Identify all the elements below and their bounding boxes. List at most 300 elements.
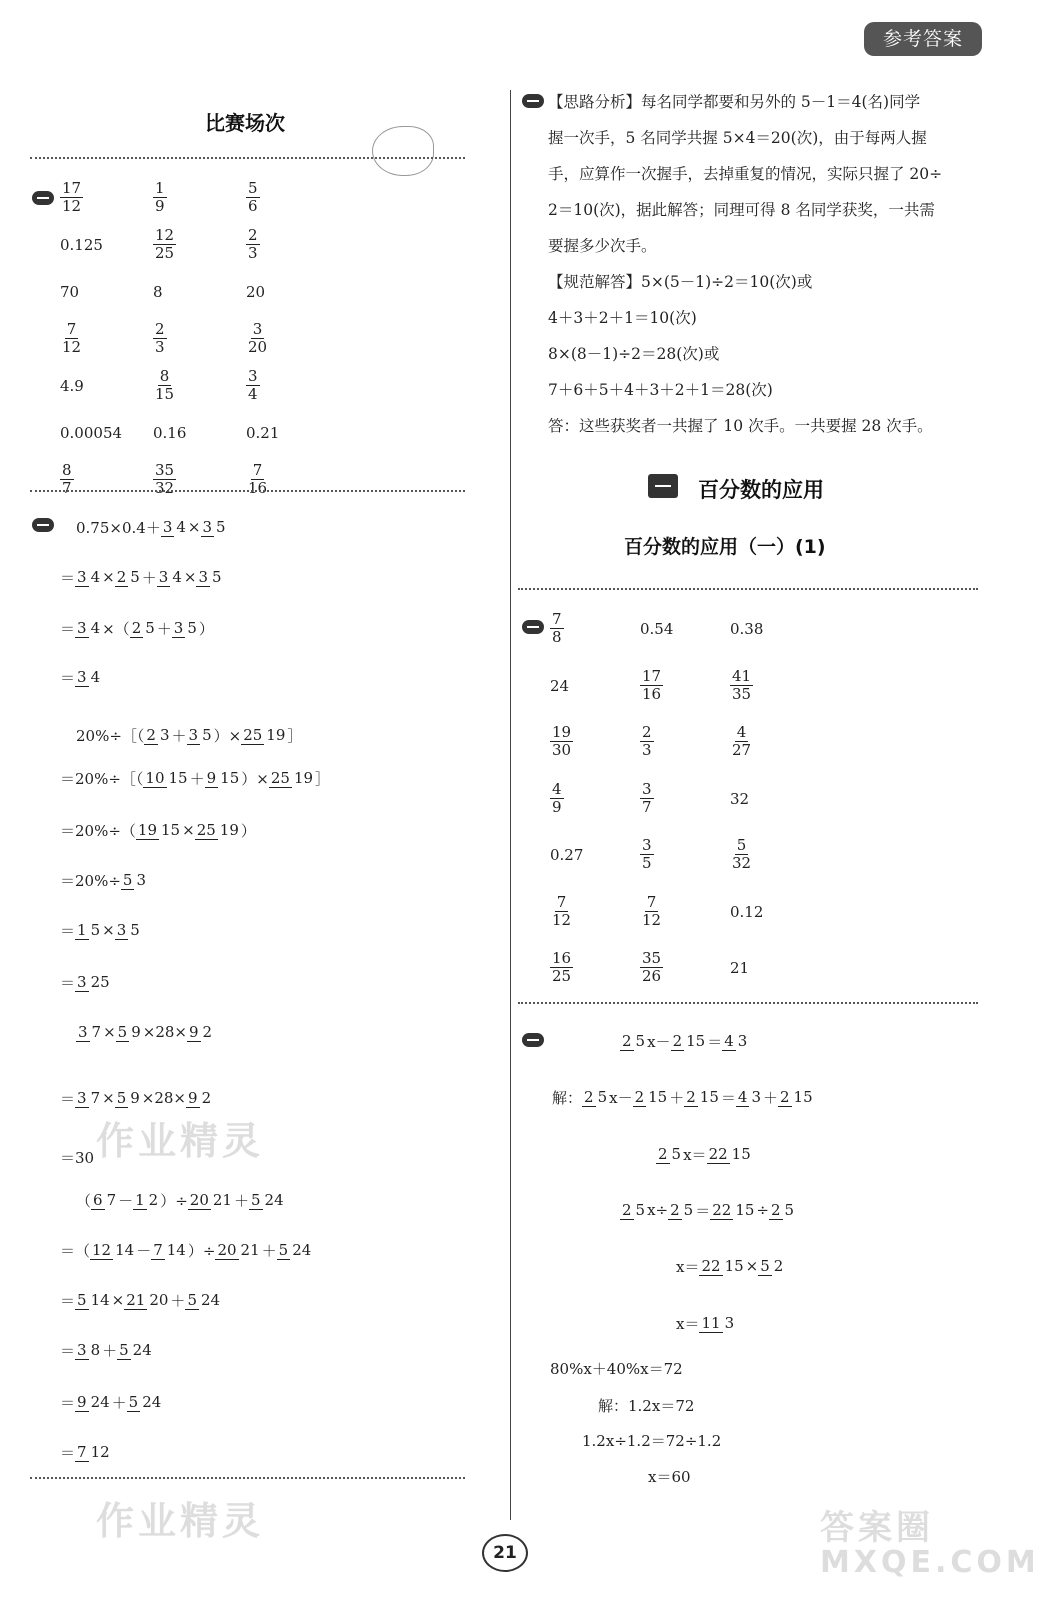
solution-step <box>60 963 112 1001</box>
math-text: ］ <box>315 769 331 788</box>
numerator: 2 <box>622 1031 632 1050</box>
solution-step <box>60 609 214 647</box>
solution-step <box>620 1022 749 1060</box>
fraction <box>188 1192 234 1209</box>
analysis-line: 【思路分析】每名同学都要和另外的 5－1＝4(名)同学 <box>548 93 921 111</box>
numerator: 3 <box>642 836 652 854</box>
fraction <box>172 620 199 637</box>
fraction <box>671 1033 708 1050</box>
numerator: 3 <box>77 1088 87 1107</box>
fraction <box>130 620 157 637</box>
fraction <box>778 1089 815 1106</box>
numerator: 11 <box>701 1313 721 1332</box>
numerator: 3 <box>188 725 199 744</box>
fraction <box>769 1202 796 1219</box>
numerator: 7 <box>552 610 562 628</box>
math-text: ＝ <box>720 1088 736 1107</box>
math-text: ＋ <box>669 1088 685 1107</box>
denominator: 9 <box>552 797 562 816</box>
denominator: 5 <box>635 1200 646 1219</box>
denominator: 3 <box>155 338 165 356</box>
solution-step <box>76 1181 286 1219</box>
fraction <box>699 1258 745 1275</box>
denominator: 27 <box>732 741 752 759</box>
solution-step <box>60 1231 313 1269</box>
answer-cell <box>730 837 753 872</box>
answer-cell <box>550 781 564 816</box>
numerator: 5 <box>116 1088 127 1107</box>
denominator: 14 <box>166 1240 186 1259</box>
math-text: ×28× <box>142 1023 187 1041</box>
numerator: 3 <box>77 972 87 991</box>
numerator: 2 <box>131 618 142 637</box>
chapter-title: 百分数的应用 <box>698 478 824 502</box>
answer-key-tag: 参考答案 <box>864 22 982 56</box>
denominator: 7 <box>642 797 652 816</box>
numerator: 5 <box>248 179 258 197</box>
fraction <box>195 822 241 839</box>
denominator: 25 <box>552 967 572 985</box>
fraction <box>550 894 573 929</box>
answer-cell <box>550 894 573 929</box>
fraction <box>144 727 171 744</box>
fraction <box>640 668 663 703</box>
denominator: 5 <box>597 1087 608 1106</box>
answer-cell <box>60 377 84 395</box>
fraction <box>75 974 112 991</box>
numerator: 2 <box>658 1144 668 1163</box>
math-text: x＝60 <box>648 1467 691 1486</box>
denominator: 24 <box>292 1240 312 1259</box>
numerator: 3 <box>173 618 184 637</box>
numerator: 3 <box>116 920 127 939</box>
fraction <box>620 1202 647 1219</box>
fraction <box>151 1242 188 1259</box>
numerator: 7 <box>66 320 77 338</box>
answer-cell <box>246 283 265 301</box>
fraction <box>241 727 287 744</box>
math-text: 0.125 <box>60 236 103 254</box>
numerator: 2 <box>642 723 652 741</box>
denominator: 12 <box>90 1442 110 1461</box>
denominator: 35 <box>732 684 752 703</box>
math-text: ）× <box>241 769 269 788</box>
fraction <box>75 1342 102 1359</box>
numerator: 2 <box>146 725 156 744</box>
math-text: 0.12 <box>730 902 764 921</box>
numerator: 16 <box>552 949 572 967</box>
analysis-line: 握一次手，5 名同学共握 5×4＝20(次)，由于每两人握 <box>548 129 927 147</box>
section-badge-one-icon <box>522 620 544 634</box>
math-text: × <box>183 568 197 586</box>
denominator: 15 <box>220 768 240 787</box>
numerator: 8 <box>62 461 72 479</box>
numerator: 7 <box>252 461 263 479</box>
math-text: × <box>103 1023 116 1041</box>
math-text: ） <box>240 821 256 840</box>
section-badge-two-icon <box>32 518 54 532</box>
denominator: 12 <box>642 910 662 929</box>
denominator: 15 <box>648 1087 668 1106</box>
numerator: 9 <box>77 1392 87 1411</box>
fraction <box>153 321 167 356</box>
answer-cell <box>550 611 564 646</box>
numerator: 41 <box>732 666 752 685</box>
fraction <box>136 822 182 839</box>
math-text: ＋ <box>102 1341 118 1360</box>
denominator: 21 <box>240 1240 260 1259</box>
denominator: 5 <box>212 567 222 586</box>
denominator: 15 <box>161 820 181 839</box>
fraction <box>124 1292 170 1309</box>
fraction <box>246 180 260 215</box>
section-badge-two-icon <box>522 1033 544 1047</box>
denominator: 9 <box>155 197 165 215</box>
fraction <box>75 1090 102 1107</box>
watermark-left: 作业精灵 <box>96 1119 265 1163</box>
math-text: ÷ <box>756 1201 769 1219</box>
denominator: 12 <box>62 338 82 356</box>
math-text: 解：1.2x＝72 <box>598 1396 695 1415</box>
solution-step <box>60 1383 163 1421</box>
numerator: 25 <box>270 768 290 787</box>
fraction <box>157 569 184 586</box>
divider-dotted <box>30 1477 465 1479</box>
math-text: 70 <box>60 283 80 301</box>
fraction <box>75 1292 112 1309</box>
numerator: 5 <box>128 1392 139 1411</box>
math-text: x－ <box>609 1088 633 1107</box>
fraction <box>153 180 167 215</box>
denominator: 3 <box>724 1313 735 1332</box>
math-text: ＝ <box>60 1393 76 1412</box>
fraction <box>115 1090 142 1107</box>
math-text: 24 <box>550 676 570 695</box>
answer-cell <box>60 283 79 301</box>
page-number: 21 <box>482 1534 528 1572</box>
denominator: 2 <box>202 1022 213 1041</box>
denominator: 4 <box>90 567 101 586</box>
numerator: 7 <box>77 1442 87 1461</box>
fraction <box>550 724 573 759</box>
math-text: ＋ <box>156 619 172 638</box>
numerator: 4 <box>724 1031 734 1050</box>
answer-cell <box>640 724 654 759</box>
fraction <box>161 519 188 536</box>
numerator: 5 <box>760 1256 770 1275</box>
numerator: 2 <box>116 567 127 586</box>
math-text: ）÷ <box>160 1191 188 1210</box>
answer-cell <box>550 724 573 759</box>
fraction <box>640 950 663 985</box>
answer-cell <box>550 677 569 695</box>
math-text: × <box>111 1291 125 1309</box>
fraction <box>633 1089 670 1106</box>
fraction <box>186 1090 213 1107</box>
numerator: 3 <box>77 618 87 637</box>
math-text: ）× <box>213 726 242 745</box>
numerator: 2 <box>155 320 165 338</box>
fraction <box>582 1089 609 1106</box>
solution-step <box>76 1013 214 1051</box>
math-text: x＝ <box>676 1257 700 1276</box>
numerator: 3 <box>202 517 213 536</box>
fraction <box>90 1242 136 1259</box>
fraction <box>730 837 753 872</box>
denominator: 5 <box>642 854 652 872</box>
solution-step <box>60 911 142 949</box>
denominator: 30 <box>552 741 572 759</box>
math-text: × <box>102 568 115 586</box>
numerator: 2 <box>672 1031 683 1050</box>
math-text: ＝20%÷（ <box>60 821 136 840</box>
math-text: ＋ <box>170 1291 186 1310</box>
column-divider <box>510 90 511 1520</box>
solution-step <box>60 811 256 849</box>
numerator: 2 <box>584 1087 594 1106</box>
divider-dotted <box>518 588 978 590</box>
math-text: 0.54 <box>640 620 674 638</box>
fraction <box>133 1192 160 1209</box>
math-text: ＝ <box>60 668 76 687</box>
denominator: 3 <box>737 1031 748 1050</box>
answer-cell <box>730 668 753 703</box>
numerator: 22 <box>712 1200 732 1219</box>
answer-cell <box>246 321 269 356</box>
analysis-line: 要握多少次手。 <box>548 237 657 255</box>
numerator: 5 <box>119 1340 129 1359</box>
fraction <box>215 1242 261 1259</box>
answer-cell <box>640 620 673 638</box>
answer-cell <box>730 959 749 977</box>
fraction <box>185 1292 222 1309</box>
math-text: ＝20%÷ <box>60 871 121 890</box>
denominator: 4 <box>90 667 101 686</box>
analysis-line: 4＋3＋2＋1＝10(次) <box>548 309 697 327</box>
math-text: － <box>136 1241 152 1260</box>
fraction <box>75 922 102 939</box>
solution-step <box>648 1457 691 1495</box>
denominator: 5 <box>145 618 155 637</box>
watermark-url: MXQE.COM <box>820 1545 1040 1580</box>
numerator: 19 <box>137 820 158 839</box>
answer-cell <box>640 781 654 816</box>
denominator: 12 <box>62 197 82 215</box>
answer-cell <box>60 236 103 254</box>
denominator: 2 <box>148 1190 159 1209</box>
fraction <box>620 1033 647 1050</box>
fraction <box>116 1024 143 1041</box>
numerator: 5 <box>278 1240 289 1259</box>
fraction <box>143 770 189 787</box>
solution-step <box>676 1304 736 1342</box>
math-text: － <box>118 1191 134 1210</box>
fraction <box>187 1024 214 1041</box>
denominator: 15 <box>735 1200 755 1219</box>
numerator: 3 <box>77 567 87 586</box>
denominator: 7 <box>90 1088 101 1107</box>
solution-step <box>60 1138 94 1176</box>
math-text: x－ <box>647 1032 671 1051</box>
denominator: 2 <box>201 1088 212 1107</box>
denominator: 9 <box>131 1022 141 1041</box>
math-text: ＝ <box>60 921 76 940</box>
fraction <box>153 368 176 403</box>
analysis-line: 2＝10(次)，据此解答；同理可得 8 名同学获奖，一共需 <box>548 201 935 219</box>
fraction <box>758 1258 785 1275</box>
analysis-line: 【规范解答】5×(5－1)÷2＝10(次)或 <box>548 273 813 291</box>
numerator: 3 <box>198 567 209 586</box>
math-text: 20 <box>246 283 266 301</box>
section-badge-one-icon <box>32 191 54 205</box>
analysis-line: 手，应算作一次握手，去掉重复的情况，实际只握了 20÷ <box>548 165 943 183</box>
denominator: 9 <box>130 1088 140 1107</box>
numerator: 25 <box>196 820 216 839</box>
denominator: 7 <box>62 479 72 497</box>
fraction <box>277 1242 314 1259</box>
math-text: 8 <box>153 283 163 301</box>
math-text: ＋ <box>189 769 205 788</box>
math-text: x＝ <box>683 1145 707 1164</box>
answer-cell <box>153 424 186 442</box>
fraction <box>710 1202 756 1219</box>
answer-cell <box>640 837 654 872</box>
numerator: 17 <box>62 179 82 197</box>
answer-cell <box>153 283 163 301</box>
denominator: 4 <box>248 385 258 403</box>
answer-cell <box>153 321 167 356</box>
watermark-right: 答案圈 <box>820 1508 934 1548</box>
numerator: 1 <box>77 920 87 939</box>
math-text: × <box>102 1089 115 1107</box>
math-text: 0.16 <box>153 424 187 442</box>
answer-cell <box>550 950 573 985</box>
fraction <box>76 1024 103 1041</box>
denominator: 19 <box>219 820 239 839</box>
math-text: ＝ <box>707 1032 723 1051</box>
solution-step <box>60 658 102 696</box>
fraction <box>75 1394 112 1411</box>
numerator: 5 <box>77 1290 87 1309</box>
divider-dotted <box>30 157 465 159</box>
fraction <box>153 227 176 262</box>
math-text: ×28× <box>141 1089 187 1107</box>
denominator: 8 <box>552 628 562 646</box>
denominator: 15 <box>699 1087 719 1106</box>
answer-cell <box>246 368 260 403</box>
fraction <box>75 1444 112 1461</box>
fraction <box>707 1146 753 1163</box>
denominator: 24 <box>142 1392 162 1411</box>
math-text: 0.27 <box>550 846 584 864</box>
math-text: ） <box>198 619 214 638</box>
numerator: 10 <box>145 768 165 787</box>
numerator: 5 <box>251 1190 261 1209</box>
math-text: 20%÷［（ <box>76 726 145 745</box>
fraction <box>722 1033 749 1050</box>
numerator: 2 <box>771 1200 781 1219</box>
denominator: 25 <box>155 244 175 262</box>
numerator: 9 <box>206 768 217 787</box>
fraction <box>117 1342 154 1359</box>
numerator: 4 <box>737 1087 748 1106</box>
numerator: 17 <box>642 666 662 685</box>
watermark-bottom: 作业精灵 <box>96 1499 265 1543</box>
math-text: × <box>745 1257 759 1275</box>
fraction <box>246 321 269 356</box>
numerator: 22 <box>701 1256 721 1275</box>
denominator: 5 <box>130 920 140 939</box>
numerator: 19 <box>552 723 572 741</box>
numerator: 3 <box>642 779 652 798</box>
denominator: 7 <box>91 1022 102 1041</box>
math-text: 21 <box>730 959 750 977</box>
solution-step <box>60 759 330 797</box>
math-text: 32 <box>730 789 750 808</box>
denominator: 15 <box>724 1256 744 1275</box>
numerator: 5 <box>117 1022 128 1041</box>
fraction <box>246 227 260 262</box>
fraction <box>684 1089 721 1106</box>
fraction <box>127 1394 164 1411</box>
denominator: 5 <box>216 517 226 536</box>
math-text: ＋ <box>261 1241 277 1260</box>
denominator: 14 <box>115 1240 135 1259</box>
solution-step <box>60 861 148 899</box>
numerator: 3 <box>248 367 258 385</box>
numerator: 9 <box>188 1088 198 1107</box>
fraction <box>730 724 753 759</box>
denominator: 3 <box>751 1087 761 1106</box>
numerator: 2 <box>622 1200 632 1219</box>
left-title: 比赛场次 <box>205 111 285 135</box>
answer-cell <box>550 846 583 864</box>
denominator: 3 <box>642 741 652 759</box>
numerator: 2 <box>670 1200 680 1219</box>
analysis-line: 7＋6＋5＋4＋3＋2＋1＝28(次) <box>548 381 773 399</box>
numerator: 5 <box>122 870 133 889</box>
denominator: 16 <box>248 479 268 497</box>
math-text: x÷ <box>647 1201 669 1219</box>
solution-step <box>550 1349 683 1387</box>
answer-cell <box>640 668 663 703</box>
denominator: 5 <box>187 618 197 637</box>
fraction <box>640 724 654 759</box>
solution-step <box>76 508 228 546</box>
fraction <box>550 611 564 646</box>
answer-cell <box>246 180 260 215</box>
math-text: ×（ <box>102 619 130 638</box>
math-text: （ <box>76 1191 92 1210</box>
numerator: 2 <box>780 1087 790 1106</box>
solution-step <box>620 1191 796 1229</box>
numerator: 35 <box>642 949 662 967</box>
chapter-seven-icon <box>648 474 678 498</box>
denominator: 15 <box>686 1031 706 1050</box>
fraction <box>668 1202 695 1219</box>
denominator: 19 <box>293 768 314 787</box>
fraction <box>656 1146 683 1163</box>
fraction <box>196 569 223 586</box>
denominator: 19 <box>266 725 286 744</box>
fraction <box>121 872 148 889</box>
denominator: 4 <box>176 517 186 536</box>
solution-step <box>582 1421 721 1459</box>
analysis-line: 答：这些获奖者一共握了 10 次手。一共要握 28 次手。 <box>548 417 933 435</box>
fraction <box>115 922 142 939</box>
denominator: 16 <box>642 684 662 703</box>
numerator: 3 <box>252 320 263 338</box>
